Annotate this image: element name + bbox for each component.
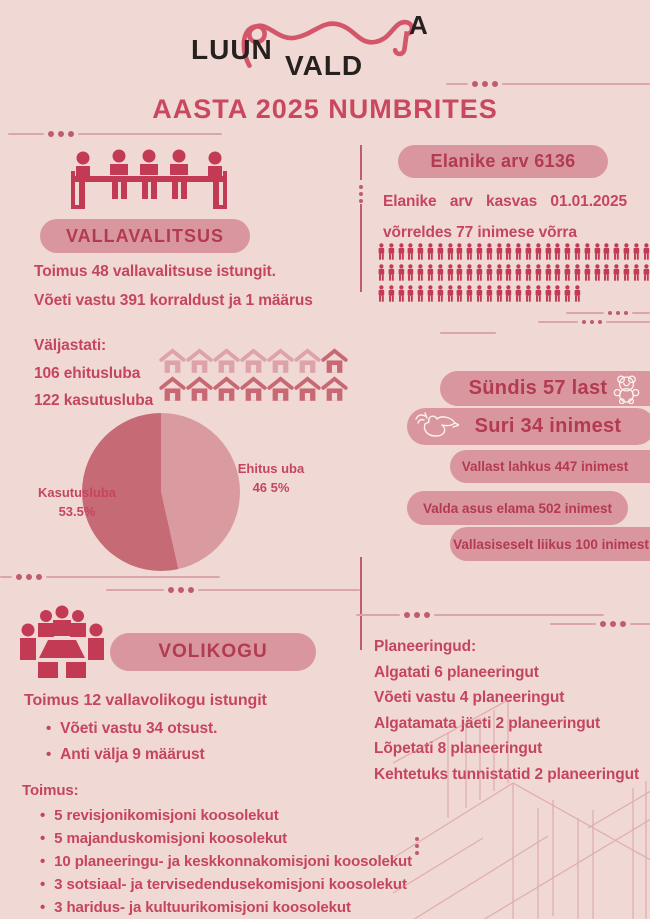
house-icon [213, 376, 240, 402]
divider-dot [404, 612, 410, 618]
pie-label-kasutusluba [30, 483, 124, 521]
vallavalitsus-badge-label: VALLAVALITSUS [66, 225, 224, 246]
person-icon [553, 284, 562, 303]
valda-asus-pill [407, 491, 628, 525]
decor-separator [550, 621, 650, 627]
page-title: AASTA 2025 NUMBRITES [152, 94, 498, 124]
divider-dot [608, 311, 612, 315]
divider-dot [610, 621, 616, 627]
divider-line [630, 623, 650, 625]
divider-line [566, 312, 604, 314]
logo-word-vald: VALD [285, 50, 364, 81]
house-icon [240, 376, 267, 402]
person-icon [436, 284, 445, 303]
person-icon [426, 284, 435, 303]
person-icon [387, 263, 396, 282]
house-icon [321, 348, 348, 374]
person-icon [475, 284, 484, 303]
divider-dot [48, 131, 54, 137]
divider-dot [616, 311, 620, 315]
person-icon [573, 242, 582, 261]
volikogu-bullet [46, 720, 217, 738]
person-icon [436, 242, 445, 261]
decor-separator [356, 612, 604, 618]
house-icon [186, 376, 213, 402]
divider-dot [582, 320, 586, 324]
pictogram-row [377, 284, 650, 304]
decor-separator [538, 320, 650, 324]
planeeringud-item: Lõpetati 8 planeeringut [374, 740, 543, 757]
person-icon [485, 284, 494, 303]
valjastati-item2: 122 kasutusluba [34, 392, 154, 409]
house-icon [321, 376, 348, 402]
person-icon [377, 284, 386, 303]
logo-word-a: A [409, 10, 429, 40]
divider-dot [624, 311, 628, 315]
divider-line [440, 332, 496, 334]
divider-dot [472, 81, 478, 87]
divider-dot [492, 81, 498, 87]
person-icon [455, 242, 464, 261]
person-icon [583, 242, 592, 261]
person-icon [426, 263, 435, 282]
person-icon [504, 263, 513, 282]
divider-dot [26, 574, 32, 580]
round-table-meeting-icon [16, 604, 108, 684]
person-icon [563, 242, 572, 261]
bullet-dot: • [40, 830, 46, 847]
person-icon [544, 263, 553, 282]
toimus-item-text: 3 haridus- ja kultuurikomisjoni koosolekut [54, 899, 351, 916]
vallast-lahkus-pill [450, 450, 650, 483]
person-icon [465, 284, 474, 303]
valda-asus-label: Valda asus elama 502 inimest [422, 500, 613, 516]
planeeringud-item: Võeti vastu 4 planeeringut [374, 689, 565, 706]
volikogu-bullet-text: Võeti vastu 34 otsust. [60, 720, 218, 737]
person-icon [553, 242, 562, 261]
person-icon [485, 242, 494, 261]
pie-label-pct: 46 5% [252, 480, 290, 495]
divider-dots [359, 185, 363, 203]
person-icon [377, 263, 386, 282]
toimus-item [40, 804, 412, 827]
elanike-badge-label: Elanike arv 6136 [430, 151, 576, 171]
house-row [159, 376, 348, 404]
person-icon [593, 263, 602, 282]
divider-dot [178, 587, 184, 593]
person-icon [495, 263, 504, 282]
person-icon [446, 263, 455, 282]
vallavalitsus-badge [40, 219, 250, 253]
person-icon [524, 284, 533, 303]
person-icon [544, 242, 553, 261]
divider-dot [16, 574, 22, 580]
teddy-bear-icon [611, 373, 642, 404]
person-icon [534, 242, 543, 261]
divider-dot [68, 131, 74, 137]
person-icon [397, 284, 406, 303]
person-icon [642, 242, 650, 261]
divider-dot [482, 81, 488, 87]
toimus-heading: Toimus: [22, 782, 79, 799]
person-icon [504, 242, 513, 261]
divider-vertical-line [360, 145, 362, 180]
person-icon [377, 242, 386, 261]
person-icon [455, 284, 464, 303]
toimus-item-text: 3 sotsiaal- ja tervisedendusekomisjoni koosolekut [54, 876, 407, 893]
house-pictogram [159, 348, 348, 404]
valjastati-text [34, 332, 153, 415]
building-wireframe-art [388, 688, 650, 919]
toimus-item-text: 5 revisjonikomisjoni koosolekut [54, 807, 279, 824]
sundis-pill [440, 371, 650, 406]
person-icon [612, 242, 621, 261]
person-icon [553, 263, 562, 282]
suri-label: Suri 34 inimest [474, 415, 622, 437]
person-icon [397, 242, 406, 261]
person-icon [495, 284, 504, 303]
divider-dot [188, 587, 194, 593]
divider-dot [359, 199, 363, 203]
logo [185, 6, 485, 94]
person-icon [622, 263, 631, 282]
person-icon [475, 242, 484, 261]
divider-dot [598, 320, 602, 324]
person-icon [573, 284, 582, 303]
bullet-dot: • [40, 807, 46, 824]
divider-line [606, 321, 650, 323]
pie-label-text: Kasutusluba [37, 485, 116, 500]
person-icon [436, 263, 445, 282]
divider-line [550, 623, 596, 625]
divider-dot [58, 131, 64, 137]
person-icon [602, 263, 611, 282]
divider-line [356, 614, 400, 616]
person-icon [416, 263, 425, 282]
divider-line [632, 312, 650, 314]
person-icon [612, 263, 621, 282]
person-icon [514, 263, 523, 282]
divider-line [106, 589, 164, 591]
sundis-label: Sündis 57 last [468, 377, 608, 399]
person-icon [544, 284, 553, 303]
bullet-dot: • [40, 876, 46, 893]
person-icon [406, 242, 415, 261]
dove-icon [415, 412, 459, 442]
pie-label-pct: 53.5% [58, 504, 96, 519]
person-icon [593, 242, 602, 261]
house-icon [186, 348, 213, 374]
divider-dot [620, 621, 626, 627]
person-icon [524, 263, 533, 282]
divider-dot [590, 320, 594, 324]
meeting-table-icon [66, 147, 232, 217]
population-pictogram [377, 242, 650, 305]
person-icon [426, 242, 435, 261]
logo-word-luun: LUUN [191, 34, 273, 65]
person-icon [632, 263, 641, 282]
person-icon [495, 242, 504, 261]
pie-label-ehitusluba [224, 459, 318, 497]
toimus-item [40, 827, 412, 850]
person-icon [406, 284, 415, 303]
volikogu-line1: Toimus 12 vallavolikogu istungit [24, 692, 267, 709]
bullet-dot: • [40, 899, 46, 916]
elanike-badge [398, 145, 608, 178]
pie-label-text: Ehitus uba [237, 461, 305, 476]
person-icon [446, 242, 455, 261]
person-icon [534, 263, 543, 282]
divider-line [434, 614, 604, 616]
toimus-item [40, 850, 412, 873]
divider-dot [414, 612, 420, 618]
person-icon [416, 284, 425, 303]
volikogu-badge [110, 633, 316, 671]
planeeringud-heading: Planeeringud: [374, 638, 477, 655]
planeeringud-item: Algatati 6 planeeringut [374, 663, 539, 681]
house-row [159, 348, 348, 376]
decor-separator [566, 311, 650, 315]
planeeringud-item: Algatamata jäeti 2 planeeringut [374, 714, 601, 732]
house-icon [294, 376, 321, 402]
toimus-item-text: 5 majanduskomisjoni koosolekut [54, 830, 288, 847]
divider-dot [168, 587, 174, 593]
valjastati-heading: Väljastati: [34, 337, 107, 354]
elanike-text [383, 186, 627, 248]
vallavalitsus-text [34, 257, 369, 315]
house-icon [294, 348, 321, 374]
person-icon [583, 263, 592, 282]
divider-line [78, 133, 222, 135]
person-icon [465, 263, 474, 282]
decor-separator [446, 81, 650, 87]
person-icon [573, 263, 582, 282]
divider-dot [359, 185, 363, 189]
person-icon [406, 263, 415, 282]
divider-dot [36, 574, 42, 580]
bullet-dot: • [46, 746, 52, 763]
decor-separator [106, 587, 360, 593]
person-icon [416, 242, 425, 261]
divider-vertical-line [360, 557, 362, 650]
person-icon [485, 263, 494, 282]
divider-dot [424, 612, 430, 618]
person-icon [514, 284, 523, 303]
vallasiseselt-pill [450, 527, 650, 561]
house-icon [213, 348, 240, 374]
divider-line [538, 321, 578, 323]
decor-separator [8, 131, 222, 137]
vallavalitsus-line1: Toimus 48 vallavalitsuse istungit. [34, 263, 276, 280]
house-icon [267, 376, 294, 402]
volikogu-bullet [46, 746, 205, 764]
person-icon [563, 263, 572, 282]
bullet-dot: • [40, 853, 46, 870]
toimus-item-text: 10 planeeringu- ja keskkonnakomisjoni koosolekut [54, 853, 412, 870]
person-icon [455, 263, 464, 282]
planeeringud-item: Kehtetuks tunnistatid 2 planeeringut [374, 765, 640, 783]
divider-vertical-line [360, 204, 362, 292]
divider-dot [359, 192, 363, 196]
divider-dot [600, 621, 606, 627]
toimus-item [40, 896, 412, 919]
house-icon [267, 348, 294, 374]
person-icon [514, 242, 523, 261]
vallavalitsus-line2: Võeti vastu 391 korraldust ja 1 määrus [34, 292, 313, 309]
person-icon [563, 284, 572, 303]
valjastati-item1: 106 ehitusluba [34, 364, 141, 382]
person-icon [397, 263, 406, 282]
person-icon [632, 242, 641, 261]
person-icon [534, 284, 543, 303]
person-icon [465, 242, 474, 261]
pictogram-row [377, 263, 650, 283]
toimus-item [40, 873, 412, 896]
toimus-block [22, 782, 412, 919]
divider-line [46, 576, 220, 578]
pictogram-row [377, 242, 650, 262]
elanike-line2: võrreldes 77 inimese võrra [383, 224, 577, 241]
person-icon [504, 284, 513, 303]
person-icon [622, 242, 631, 261]
volikogu-badge-label: VOLIKOGU [158, 641, 268, 662]
house-icon [240, 348, 267, 374]
divider-line [198, 589, 360, 591]
divider-line [502, 83, 650, 85]
divider-line [0, 576, 12, 578]
bullet-dot: • [46, 720, 52, 737]
vallast-lahkus-label: Vallast lahkus 447 inimest [461, 459, 629, 474]
person-icon [387, 284, 396, 303]
suri-pill [407, 408, 650, 445]
person-icon [387, 242, 396, 261]
person-icon [602, 242, 611, 261]
vallasiseselt-label: Vallasiseselt liikus 100 inimest [453, 536, 649, 552]
divider-line [446, 83, 468, 85]
house-icon [159, 348, 186, 374]
person-icon [524, 242, 533, 261]
house-icon [159, 376, 186, 402]
person-icon [475, 263, 484, 282]
elanike-line1: Elanike arv kasvas 01.01.2025 [383, 193, 627, 210]
volikogu-bullet-text: Anti välja 9 määrust [60, 746, 205, 763]
decor-separator [0, 574, 220, 580]
person-icon [446, 284, 455, 303]
divider-line [8, 133, 44, 135]
person-icon [642, 263, 650, 282]
